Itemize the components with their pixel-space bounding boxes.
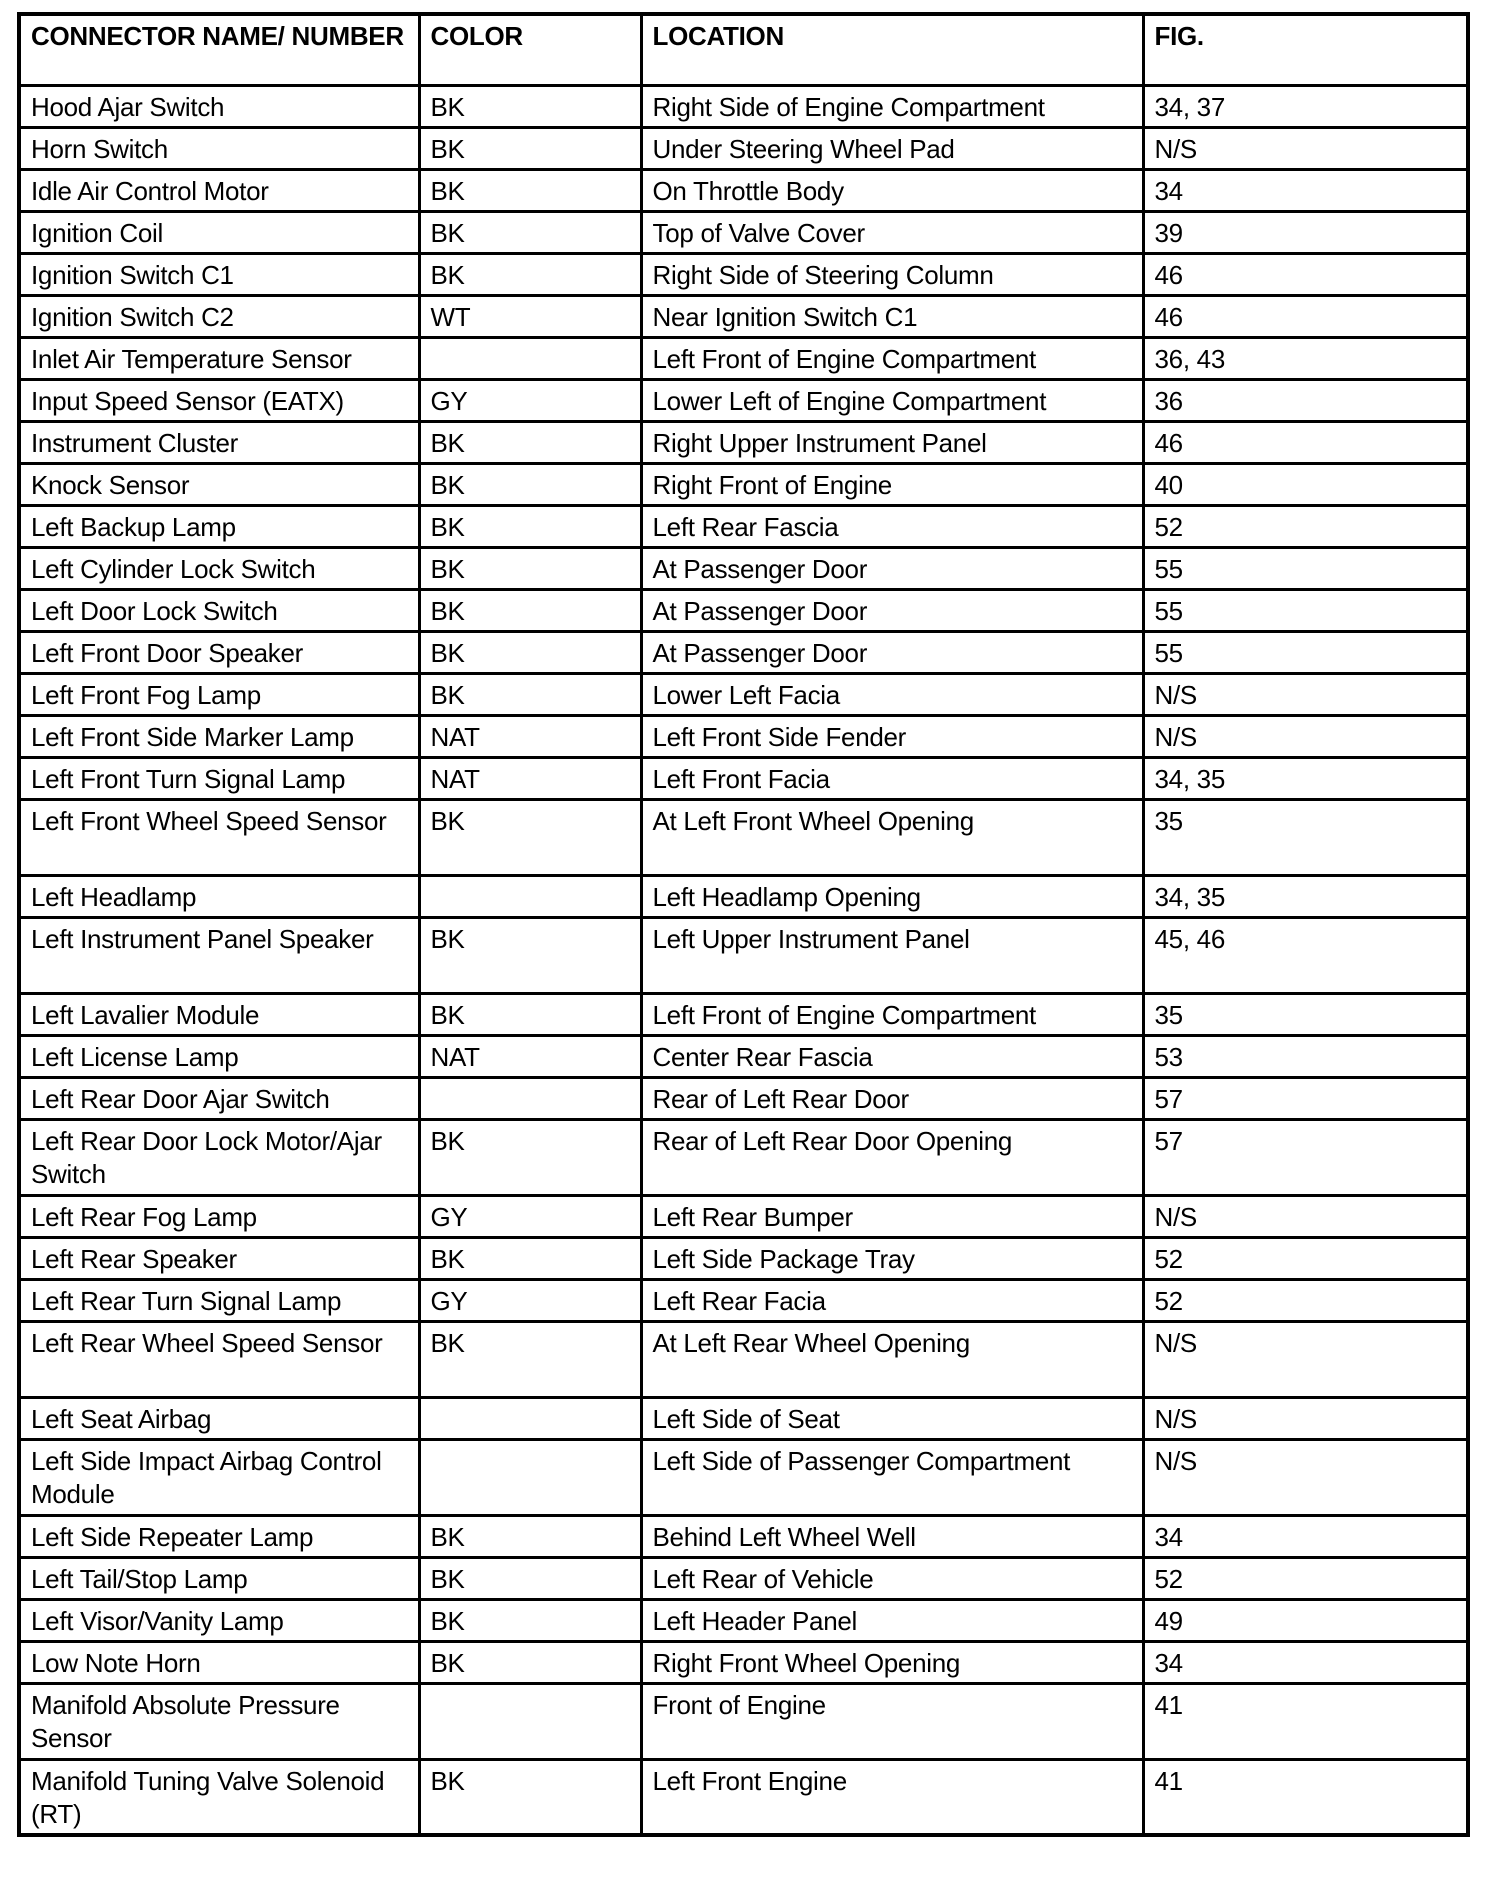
location-cell: Right Side of Steering Column bbox=[641, 253, 1143, 295]
fig-cell: 53 bbox=[1143, 1035, 1468, 1077]
fig-cell: 40 bbox=[1143, 463, 1468, 505]
table-row bbox=[19, 1439, 1468, 1515]
header-row bbox=[19, 14, 1468, 85]
location-cell: Lower Left Facia bbox=[641, 673, 1143, 715]
color-cell: BK bbox=[419, 127, 641, 169]
fig-cell: N/S bbox=[1143, 1195, 1468, 1237]
fig-cell: 46 bbox=[1143, 295, 1468, 337]
connector-name-cell: Left Rear Turn Signal Lamp bbox=[19, 1279, 419, 1321]
location-cell: Right Side of Engine Compartment bbox=[641, 85, 1143, 127]
table-row bbox=[19, 1759, 1468, 1835]
fig-cell: 55 bbox=[1143, 547, 1468, 589]
color-cell bbox=[419, 337, 641, 379]
location-cell: Left Rear Fascia bbox=[641, 505, 1143, 547]
connector-name-cell: Left Front Fog Lamp bbox=[19, 673, 419, 715]
connector-name-cell: Knock Sensor bbox=[19, 463, 419, 505]
connector-name-cell: Left License Lamp bbox=[19, 1035, 419, 1077]
color-cell: BK bbox=[419, 253, 641, 295]
connector-name-cell: Hood Ajar Switch bbox=[19, 85, 419, 127]
location-cell: Left Side Package Tray bbox=[641, 1237, 1143, 1279]
header-connector-name: CONNECTOR NAME/ NUMBER bbox=[19, 14, 419, 85]
connector-name-cell: Left Front Side Marker Lamp bbox=[19, 715, 419, 757]
table-row bbox=[19, 85, 1468, 127]
fig-cell: 39 bbox=[1143, 211, 1468, 253]
connector-name-cell: Left Lavalier Module bbox=[19, 993, 419, 1035]
fig-cell: 34, 35 bbox=[1143, 757, 1468, 799]
location-cell: At Left Rear Wheel Opening bbox=[641, 1321, 1143, 1397]
table-row bbox=[19, 1557, 1468, 1599]
connector-name-cell: Left Rear Speaker bbox=[19, 1237, 419, 1279]
fig-cell: N/S bbox=[1143, 1321, 1468, 1397]
connector-name-cell: Input Speed Sensor (EATX) bbox=[19, 379, 419, 421]
table-row bbox=[19, 1397, 1468, 1439]
fig-cell: 34 bbox=[1143, 169, 1468, 211]
color-cell: BK bbox=[419, 547, 641, 589]
color-cell: BK bbox=[419, 505, 641, 547]
connector-name-cell: Left Visor/Vanity Lamp bbox=[19, 1599, 419, 1641]
fig-cell: 41 bbox=[1143, 1759, 1468, 1835]
header-color: COLOR bbox=[419, 14, 641, 85]
color-cell: GY bbox=[419, 1195, 641, 1237]
color-cell: BK bbox=[419, 211, 641, 253]
location-cell: Right Front of Engine bbox=[641, 463, 1143, 505]
table-row bbox=[19, 1237, 1468, 1279]
connector-name-cell: Ignition Switch C2 bbox=[19, 295, 419, 337]
location-cell: Right Upper Instrument Panel bbox=[641, 421, 1143, 463]
connector-name-cell: Left Front Wheel Speed Sensor bbox=[19, 799, 419, 875]
table-row bbox=[19, 421, 1468, 463]
color-cell: BK bbox=[419, 1119, 641, 1195]
table-row bbox=[19, 875, 1468, 917]
table-row bbox=[19, 589, 1468, 631]
location-cell: Left Front Engine bbox=[641, 1759, 1143, 1835]
table-row bbox=[19, 799, 1468, 875]
connector-name-cell: Left Backup Lamp bbox=[19, 505, 419, 547]
location-cell: Right Front Wheel Opening bbox=[641, 1641, 1143, 1683]
table-row bbox=[19, 1195, 1468, 1237]
fig-cell: N/S bbox=[1143, 1439, 1468, 1515]
fig-cell: 45, 46 bbox=[1143, 917, 1468, 993]
location-cell: Left Upper Instrument Panel bbox=[641, 917, 1143, 993]
fig-cell: 57 bbox=[1143, 1077, 1468, 1119]
table-row bbox=[19, 1515, 1468, 1557]
location-cell: Left Front of Engine Compartment bbox=[641, 337, 1143, 379]
color-cell: BK bbox=[419, 1321, 641, 1397]
table-row bbox=[19, 295, 1468, 337]
table-row bbox=[19, 463, 1468, 505]
table-row bbox=[19, 993, 1468, 1035]
color-cell: BK bbox=[419, 1515, 641, 1557]
fig-cell: N/S bbox=[1143, 127, 1468, 169]
color-cell: WT bbox=[419, 295, 641, 337]
color-cell: BK bbox=[419, 169, 641, 211]
table-row bbox=[19, 715, 1468, 757]
location-cell: Left Front of Engine Compartment bbox=[641, 993, 1143, 1035]
table-row bbox=[19, 1035, 1468, 1077]
table-row bbox=[19, 673, 1468, 715]
color-cell: NAT bbox=[419, 1035, 641, 1077]
connector-name-cell: Left Tail/Stop Lamp bbox=[19, 1557, 419, 1599]
location-cell: Left Rear Facia bbox=[641, 1279, 1143, 1321]
fig-cell: 41 bbox=[1143, 1683, 1468, 1759]
location-cell: Top of Valve Cover bbox=[641, 211, 1143, 253]
table-row bbox=[19, 1077, 1468, 1119]
connector-name-cell: Ignition Coil bbox=[19, 211, 419, 253]
connector-table bbox=[17, 12, 1470, 1837]
color-cell: BK bbox=[419, 1599, 641, 1641]
color-cell bbox=[419, 1077, 641, 1119]
location-cell: Left Side of Seat bbox=[641, 1397, 1143, 1439]
fig-cell: 34, 35 bbox=[1143, 875, 1468, 917]
location-cell: Under Steering Wheel Pad bbox=[641, 127, 1143, 169]
location-cell: Left Rear of Vehicle bbox=[641, 1557, 1143, 1599]
color-cell bbox=[419, 875, 641, 917]
fig-cell: N/S bbox=[1143, 715, 1468, 757]
fig-cell: 52 bbox=[1143, 505, 1468, 547]
fig-cell: 52 bbox=[1143, 1279, 1468, 1321]
location-cell: At Left Front Wheel Opening bbox=[641, 799, 1143, 875]
location-cell: Near Ignition Switch C1 bbox=[641, 295, 1143, 337]
table-row bbox=[19, 917, 1468, 993]
connector-name-cell: Ignition Switch C1 bbox=[19, 253, 419, 295]
fig-cell: 49 bbox=[1143, 1599, 1468, 1641]
color-cell bbox=[419, 1397, 641, 1439]
table-row bbox=[19, 379, 1468, 421]
color-cell: BK bbox=[419, 421, 641, 463]
color-cell: NAT bbox=[419, 757, 641, 799]
location-cell: Rear of Left Rear Door bbox=[641, 1077, 1143, 1119]
color-cell: BK bbox=[419, 463, 641, 505]
connector-name-cell: Left Front Door Speaker bbox=[19, 631, 419, 673]
color-cell: NAT bbox=[419, 715, 641, 757]
table-row bbox=[19, 1119, 1468, 1195]
location-cell: Lower Left of Engine Compartment bbox=[641, 379, 1143, 421]
fig-cell: N/S bbox=[1143, 673, 1468, 715]
fig-cell: 34 bbox=[1143, 1641, 1468, 1683]
fig-cell: 55 bbox=[1143, 589, 1468, 631]
location-cell: Left Headlamp Opening bbox=[641, 875, 1143, 917]
color-cell: BK bbox=[419, 1759, 641, 1835]
table-row bbox=[19, 757, 1468, 799]
fig-cell: 34 bbox=[1143, 1515, 1468, 1557]
connector-name-cell: Left Headlamp bbox=[19, 875, 419, 917]
fig-cell: 52 bbox=[1143, 1237, 1468, 1279]
table-row bbox=[19, 211, 1468, 253]
connector-name-cell: Left Door Lock Switch bbox=[19, 589, 419, 631]
color-cell: BK bbox=[419, 85, 641, 127]
color-cell: GY bbox=[419, 379, 641, 421]
location-cell: Left Front Facia bbox=[641, 757, 1143, 799]
color-cell: BK bbox=[419, 1237, 641, 1279]
table-row bbox=[19, 547, 1468, 589]
color-cell: BK bbox=[419, 799, 641, 875]
header-location: LOCATION bbox=[641, 14, 1143, 85]
connector-name-cell: Left Seat Airbag bbox=[19, 1397, 419, 1439]
table-row bbox=[19, 1321, 1468, 1397]
connector-name-cell: Left Side Impact Airbag Control Module bbox=[19, 1439, 419, 1515]
connector-name-cell: Left Rear Wheel Speed Sensor bbox=[19, 1321, 419, 1397]
location-cell: At Passenger Door bbox=[641, 589, 1143, 631]
location-cell: At Passenger Door bbox=[641, 547, 1143, 589]
table-row bbox=[19, 631, 1468, 673]
color-cell: BK bbox=[419, 993, 641, 1035]
fig-cell: 46 bbox=[1143, 253, 1468, 295]
color-cell: BK bbox=[419, 631, 641, 673]
color-cell: BK bbox=[419, 589, 641, 631]
location-cell: On Throttle Body bbox=[641, 169, 1143, 211]
connector-name-cell: Left Cylinder Lock Switch bbox=[19, 547, 419, 589]
location-cell: Left Header Panel bbox=[641, 1599, 1143, 1641]
fig-cell: 57 bbox=[1143, 1119, 1468, 1195]
fig-cell: 52 bbox=[1143, 1557, 1468, 1599]
table-row bbox=[19, 127, 1468, 169]
color-cell: BK bbox=[419, 1641, 641, 1683]
location-cell: At Passenger Door bbox=[641, 631, 1143, 673]
connector-name-cell: Low Note Horn bbox=[19, 1641, 419, 1683]
fig-cell: 35 bbox=[1143, 799, 1468, 875]
header-fig: FIG. bbox=[1143, 14, 1468, 85]
location-cell: Behind Left Wheel Well bbox=[641, 1515, 1143, 1557]
color-cell bbox=[419, 1683, 641, 1759]
table-row bbox=[19, 1683, 1468, 1759]
fig-cell: 36 bbox=[1143, 379, 1468, 421]
color-cell: BK bbox=[419, 673, 641, 715]
fig-cell: 55 bbox=[1143, 631, 1468, 673]
table-row bbox=[19, 253, 1468, 295]
fig-cell: 34, 37 bbox=[1143, 85, 1468, 127]
connector-name-cell: Manifold Absolute Pressure Sensor bbox=[19, 1683, 419, 1759]
table-row bbox=[19, 337, 1468, 379]
fig-cell: 36, 43 bbox=[1143, 337, 1468, 379]
color-cell bbox=[419, 1439, 641, 1515]
table-row bbox=[19, 169, 1468, 211]
color-cell: GY bbox=[419, 1279, 641, 1321]
connector-name-cell: Left Rear Door Lock Motor/Ajar Switch bbox=[19, 1119, 419, 1195]
table-row bbox=[19, 1279, 1468, 1321]
location-cell: Left Side of Passenger Compartment bbox=[641, 1439, 1143, 1515]
connector-name-cell: Left Rear Fog Lamp bbox=[19, 1195, 419, 1237]
connector-name-cell: Instrument Cluster bbox=[19, 421, 419, 463]
connector-name-cell: Left Front Turn Signal Lamp bbox=[19, 757, 419, 799]
connector-name-cell: Left Instrument Panel Speaker bbox=[19, 917, 419, 993]
color-cell: BK bbox=[419, 1557, 641, 1599]
connector-name-cell: Horn Switch bbox=[19, 127, 419, 169]
fig-cell: 46 bbox=[1143, 421, 1468, 463]
fig-cell: 35 bbox=[1143, 993, 1468, 1035]
table-row bbox=[19, 1599, 1468, 1641]
fig-cell: N/S bbox=[1143, 1397, 1468, 1439]
location-cell: Left Rear Bumper bbox=[641, 1195, 1143, 1237]
connector-name-cell: Idle Air Control Motor bbox=[19, 169, 419, 211]
color-cell: BK bbox=[419, 917, 641, 993]
connector-name-cell: Inlet Air Temperature Sensor bbox=[19, 337, 419, 379]
table-row bbox=[19, 505, 1468, 547]
location-cell: Front of Engine bbox=[641, 1683, 1143, 1759]
location-cell: Rear of Left Rear Door Opening bbox=[641, 1119, 1143, 1195]
location-cell: Center Rear Fascia bbox=[641, 1035, 1143, 1077]
table-row bbox=[19, 1641, 1468, 1683]
connector-name-cell: Left Rear Door Ajar Switch bbox=[19, 1077, 419, 1119]
connector-name-cell: Manifold Tuning Valve Solenoid (RT) bbox=[19, 1759, 419, 1835]
connector-name-cell: Left Side Repeater Lamp bbox=[19, 1515, 419, 1557]
location-cell: Left Front Side Fender bbox=[641, 715, 1143, 757]
